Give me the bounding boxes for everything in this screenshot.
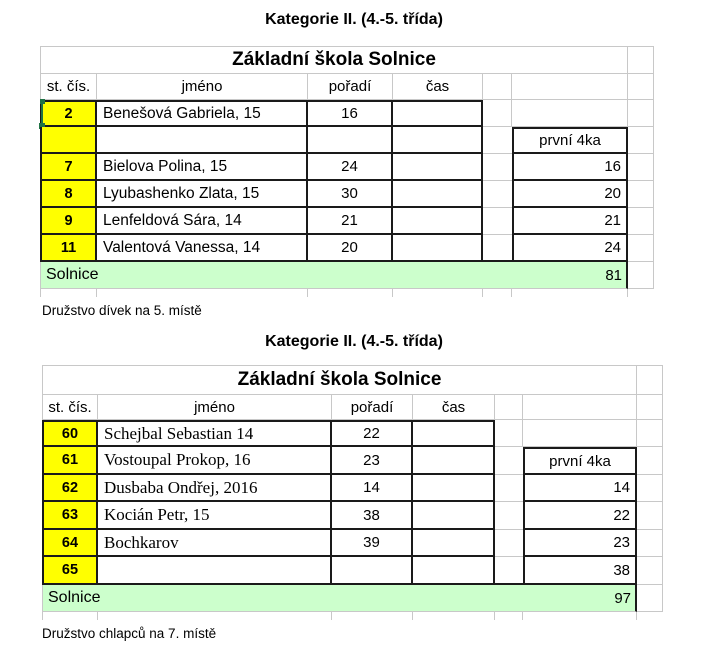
cell-spacer [495, 447, 523, 475]
cell-name: Kocián Petr, 15 [98, 502, 332, 530]
gridline-cell [637, 530, 663, 557]
cell-first4: 23 [523, 530, 637, 557]
cell-start-number: 65 [42, 557, 98, 585]
gridline-cell [628, 181, 654, 208]
gridline-cell [413, 612, 495, 620]
gridline-cell [483, 289, 512, 297]
section-title: Kategorie II. (4.-5. třída) [265, 333, 443, 350]
gridline-cell [637, 502, 663, 530]
cell-name: Lyubashenko Zlata, 15 [97, 181, 308, 208]
cell-start-number: 60 [42, 420, 98, 447]
gridline-cell [393, 289, 483, 297]
column-header-start-number: st. čís. [40, 74, 97, 100]
cell-rank [308, 127, 393, 154]
cell-rank: 20 [308, 235, 393, 262]
column-header-start-number: st. čís. [42, 395, 98, 420]
column-header-empty [495, 395, 523, 420]
cell-rank: 22 [332, 420, 413, 447]
cell-start-number: 9 [40, 208, 97, 235]
gridline-cell [637, 475, 663, 502]
gridline-cell [495, 612, 523, 620]
cell-time [393, 181, 483, 208]
gridline-cell [637, 365, 663, 395]
gridline-cell [628, 262, 654, 289]
gridline-cell [637, 447, 663, 475]
cell-start-number: 63 [42, 502, 98, 530]
gridline-cell [628, 208, 654, 235]
cell-rank: 30 [308, 181, 393, 208]
gridline-cell [628, 46, 654, 74]
school-name-header: Základní škola Solnice [40, 46, 628, 74]
cell-rank: 38 [332, 502, 413, 530]
cell-name [97, 127, 308, 154]
results-table-boys [42, 365, 663, 620]
column-header-rank: pořadí [308, 74, 393, 100]
cell-rank: 14 [332, 475, 413, 502]
gridline-cell [637, 585, 663, 612]
gridline-cell [628, 74, 654, 100]
gridline-cell [40, 289, 97, 297]
cell-first4: 22 [523, 502, 637, 530]
gridline-cell [637, 395, 663, 420]
column-header-time: čas [413, 395, 495, 420]
cell-time [413, 557, 495, 585]
total-row-label: Solnice [42, 585, 523, 612]
first4-box-label: první 4ka [523, 447, 637, 475]
cell-first4: 14 [523, 475, 637, 502]
cell-name: Dusbaba Ondřej, 2016 [98, 475, 332, 502]
cell-start-number: 62 [42, 475, 98, 502]
cell-time [393, 154, 483, 181]
cell-rank: 16 [308, 100, 393, 127]
cell-spacer [495, 420, 523, 447]
first4-box-label: první 4ka [512, 127, 628, 154]
gridline-cell [628, 127, 654, 154]
team-result-caption: Družstvo chlapců na 7. místě [42, 626, 217, 641]
cell-spacer [483, 208, 512, 235]
gridline-cell [637, 420, 663, 447]
gridline-cell [523, 612, 637, 620]
column-header-empty [523, 395, 637, 420]
school-name-header: Základní škola Solnice [42, 365, 637, 395]
cell-spacer [495, 502, 523, 530]
cell-first4: 16 [512, 154, 628, 181]
gridline-cell [332, 612, 413, 620]
gridline-cell [97, 289, 308, 297]
cell-first4 [512, 100, 628, 127]
cell-name: Benešová Gabriela, 15 [97, 100, 308, 127]
cell-spacer [483, 154, 512, 181]
gridline-cell [628, 154, 654, 181]
gridline-cell [42, 612, 98, 620]
gridline-cell [308, 289, 393, 297]
cell-name [98, 557, 332, 585]
cell-start-number: 11 [40, 235, 97, 262]
cell-name: Bielova Polina, 15 [97, 154, 308, 181]
cell-first4: 38 [523, 557, 637, 585]
cell-first4: 21 [512, 208, 628, 235]
cell-rank: 23 [332, 447, 413, 475]
cell-spacer [495, 475, 523, 502]
cell-first4: 20 [512, 181, 628, 208]
column-header-rank: pořadí [332, 395, 413, 420]
section-title: Kategorie II. (4.-5. třída) [265, 11, 443, 28]
cell-time [393, 127, 483, 154]
column-header-empty [483, 74, 512, 100]
cell-time [413, 475, 495, 502]
cell-time [413, 502, 495, 530]
team-result-caption: Družstvo dívek na 5. místě [42, 303, 202, 318]
cell-start-number: 61 [42, 447, 98, 475]
gridline-cell [512, 289, 628, 297]
cell-first4: 24 [512, 235, 628, 262]
cell-name: Vostoupal Prokop, 16 [98, 447, 332, 475]
cell-start-number: 7 [40, 154, 97, 181]
total-row-value: 97 [523, 585, 637, 612]
cell-first4 [523, 420, 637, 447]
gridline-cell [628, 235, 654, 262]
cell-time [413, 420, 495, 447]
cell-time [413, 447, 495, 475]
cell-rank: 24 [308, 154, 393, 181]
cell-time [393, 235, 483, 262]
results-table-girls [40, 46, 654, 297]
cell-rank: 39 [332, 530, 413, 557]
cell-start-number: 8 [40, 181, 97, 208]
cell-start-number [40, 100, 97, 127]
cell-spacer [483, 127, 512, 154]
start-number-text: 2 [64, 105, 73, 122]
cell-spacer [483, 181, 512, 208]
cell-time [413, 530, 495, 557]
cell-name: Schejbal Sebastian 14 [98, 420, 332, 447]
cell-time [393, 100, 483, 127]
cell-start-number [40, 127, 97, 154]
cell-time [393, 208, 483, 235]
column-header-name: jméno [98, 395, 332, 420]
cell-spacer [495, 530, 523, 557]
cell-spacer [483, 235, 512, 262]
gridline-cell [628, 100, 654, 127]
column-header-empty [512, 74, 628, 100]
total-row-value: 81 [512, 262, 628, 289]
cell-rank [332, 557, 413, 585]
gridline-cell [637, 557, 663, 585]
cell-name: Bochkarov [98, 530, 332, 557]
column-header-time: čas [393, 74, 483, 100]
gridline-cell [98, 612, 332, 620]
cell-start-number: 64 [42, 530, 98, 557]
total-row-label: Solnice [40, 262, 512, 289]
column-header-name: jméno [97, 74, 308, 100]
cell-spacer [483, 100, 512, 127]
cell-name: Valentová Vanessa, 14 [97, 235, 308, 262]
cell-rank: 21 [308, 208, 393, 235]
cell-name: Lenfeldová Sára, 14 [97, 208, 308, 235]
cell-spacer [495, 557, 523, 585]
selection-handle-icon [40, 99, 45, 104]
